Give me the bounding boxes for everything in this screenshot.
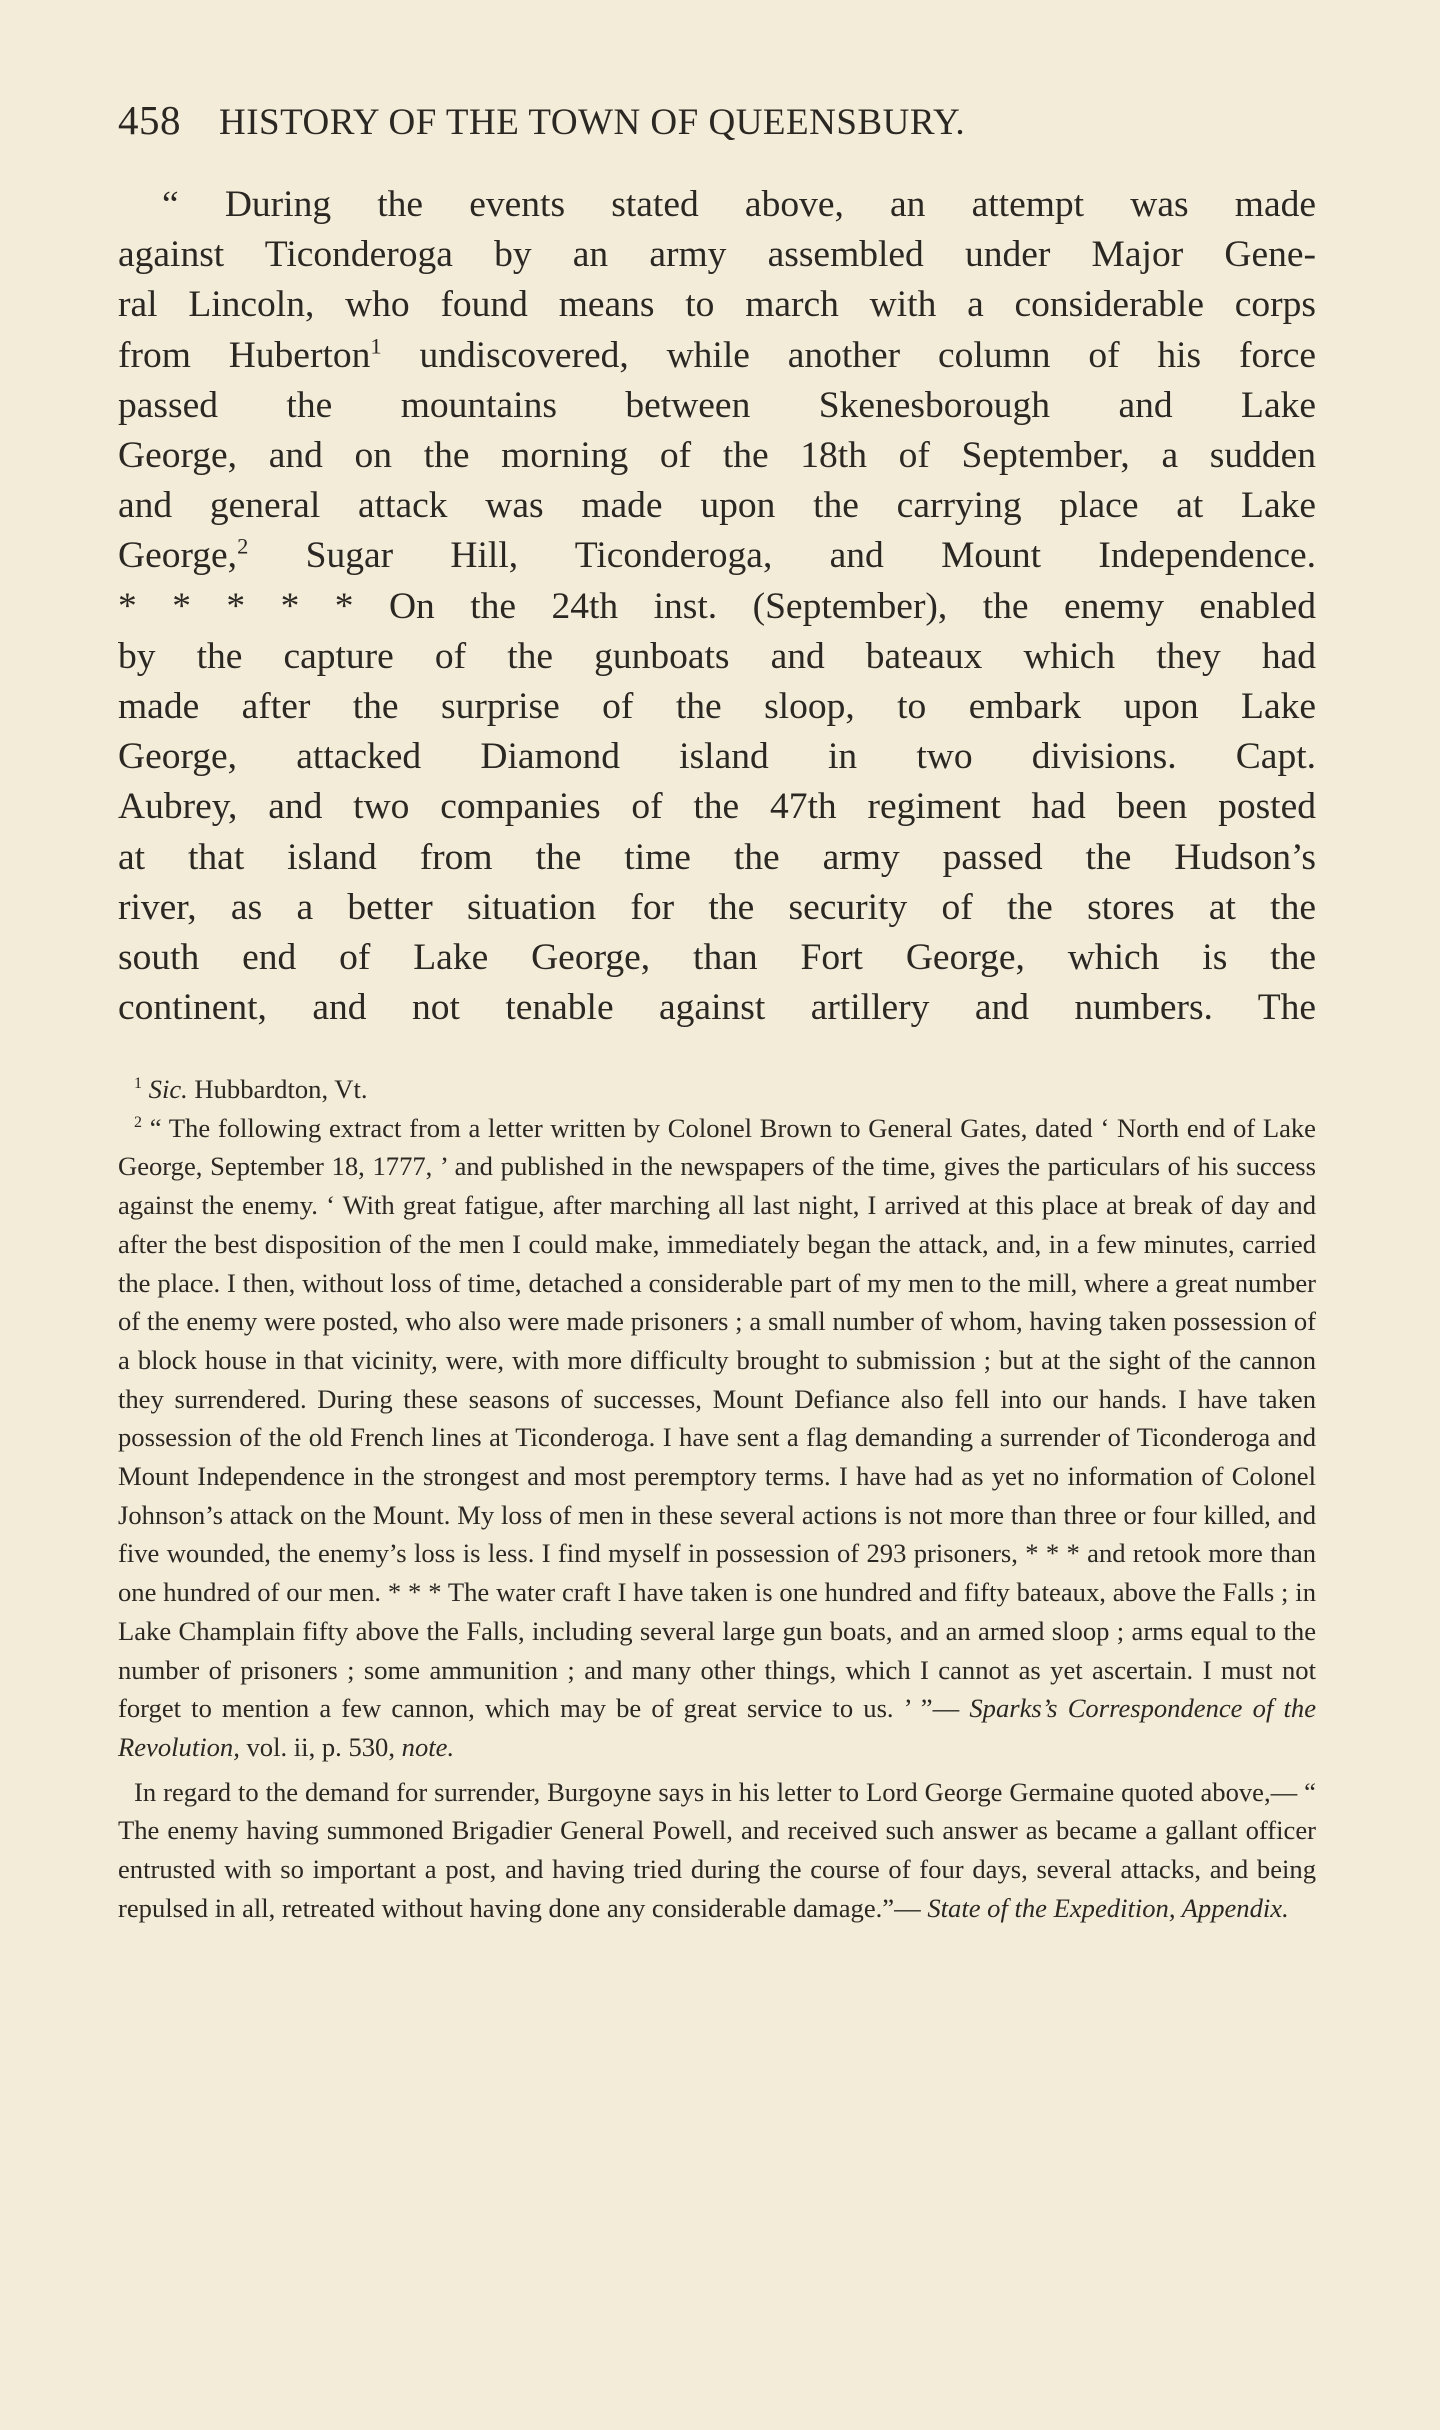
text-line: passed the mountains between Skenesborough and Lake — [118, 384, 1316, 426]
text-line: by the capture of the gunboats and bateaux which they had — [118, 635, 1316, 677]
text-line: George, and on the morning of the 18th of September, a sudden — [118, 435, 1316, 477]
text-fragment: undiscovered, while another column of his force — [381, 334, 1316, 376]
text-line: ral Lincoln, who found means to march with a considerable corps — [118, 284, 1316, 326]
text-line: made after the surprise of the sloop, to embark upon Lake — [118, 686, 1316, 728]
footnote-text: Hubbardton, Vt. — [187, 1074, 368, 1104]
text-line: south end of Lake George, than Fort George, which is the — [118, 937, 1316, 979]
footnote-ref: 2 — [237, 533, 249, 559]
text-fragment: Sugar Hill, Ticonderoga, and Mount Independence. — [248, 535, 1316, 577]
text-line: George, attacked Diamond island in two divisions. Capt. — [118, 736, 1316, 778]
footnote-marker: 1 — [134, 1075, 142, 1093]
text-line — [118, 331, 1316, 381]
text-line: and general attack was made upon the carrying place at Lake — [118, 485, 1316, 527]
footnote-sic: Sic. — [148, 1074, 188, 1104]
text-line: “ During the events stated above, an attempt was made — [162, 184, 1316, 225]
footnote-text: In regard to the demand for surrender, Burgoyne says in his letter to Lord George Germaine quoted above,— “ The enemy having summoned Brigadier General Powell, and received such answer as became a gallant officer entrusted with so important a post, and having tried during the course of four days, several attacks, and being repulsed in all, retreated without having done any considerable damage.”— — [118, 1776, 1316, 1923]
text-fragment: from Huberton — [118, 334, 371, 376]
footnote-2 — [118, 1109, 1316, 1767]
footnote-ref: 1 — [370, 333, 382, 359]
text-line — [118, 531, 1316, 581]
footnote-text: vol. ii, p. 530, — [239, 1731, 402, 1762]
page-number: 458 — [118, 97, 181, 143]
main-text-block — [118, 180, 1316, 1033]
text-line: continent, and not tenable against artillery and numbers. The — [118, 987, 1316, 1029]
footnote-marker: 2 — [134, 1113, 142, 1131]
footnote-1 — [118, 1070, 1316, 1109]
text-fragment: George, — [118, 535, 238, 577]
footnote-source: State of the Expedition, Appendix. — [927, 1892, 1289, 1923]
footnote-continuation — [118, 1773, 1316, 1928]
text-line: Aubrey, and two companies of the 47th regiment had been posted — [118, 786, 1316, 828]
footnote-text: “ The following extract from a letter written by Colonel Brown to General Gates, dated ‘ North end of Lake George, September 18, 1777, ’ and published in the newspapers of the time, gives the particulars of his success against the enemy. ‘ With great fatigue, after marching all last night, I arrived at this place at break of day and after the best disposition of the men I could make, immediately began the attack, and, in a few minutes, carried the place. I then, without loss of time, detached a considerable part of my men to the mill, where a great number of the enemy were posted, who also were made prisoners ; a small number of whom, having taken possession of a block house in that vicinity, were, with more difficulty brought to submission ; but at the sight of the cannon they surrendered. During these seasons of successes, Mount Defiance also fell into our hands. I have taken possession of the old French lines at Ticonderoga. I have sent a flag demanding a surrender of Ticonderoga and Mount Independence in the strongest and most peremptory terms. I have had as yet no information of Colonel Johnson’s attack on the Mount. My loss of men in these several actions is not more than three or four killed, and five wounded, the enemy’s loss is less. I find myself in possession of 293 prisoners, * * * and retook more than one hundred of our men. * * * The water craft I have taken is one hundred and fifty bateaux, above the Falls ; in Lake Champlain fifty above the Falls, including several large gun boats, and an armed sloop ; arms equal to the number of prisoners ; some ammunition ; and many other things, which I cannot as yet ascertain. I must not forget to mention a few cannon, which may be of great service to us. ’ ”— — [118, 1112, 1316, 1724]
footnotes — [118, 1070, 1316, 1927]
text-line: against Ticonderoga by an army assembled under Major Gene- — [118, 234, 1316, 276]
footnote-source: Sparks’s Correspondence of the Revolution, — [118, 1693, 1316, 1762]
running-title: HISTORY OF THE TOWN OF QUEENSBURY. — [219, 102, 966, 143]
footnote-note: note. — [401, 1731, 455, 1762]
text-line: at that island from the time the army passed the Hudson’s — [118, 836, 1316, 878]
text-line: river, as a better situation for the security of the stores at the — [118, 886, 1316, 928]
text-line: * * * * * On the 24th inst. (September), the enemy enabled — [118, 585, 1316, 627]
running-header — [118, 96, 1118, 144]
